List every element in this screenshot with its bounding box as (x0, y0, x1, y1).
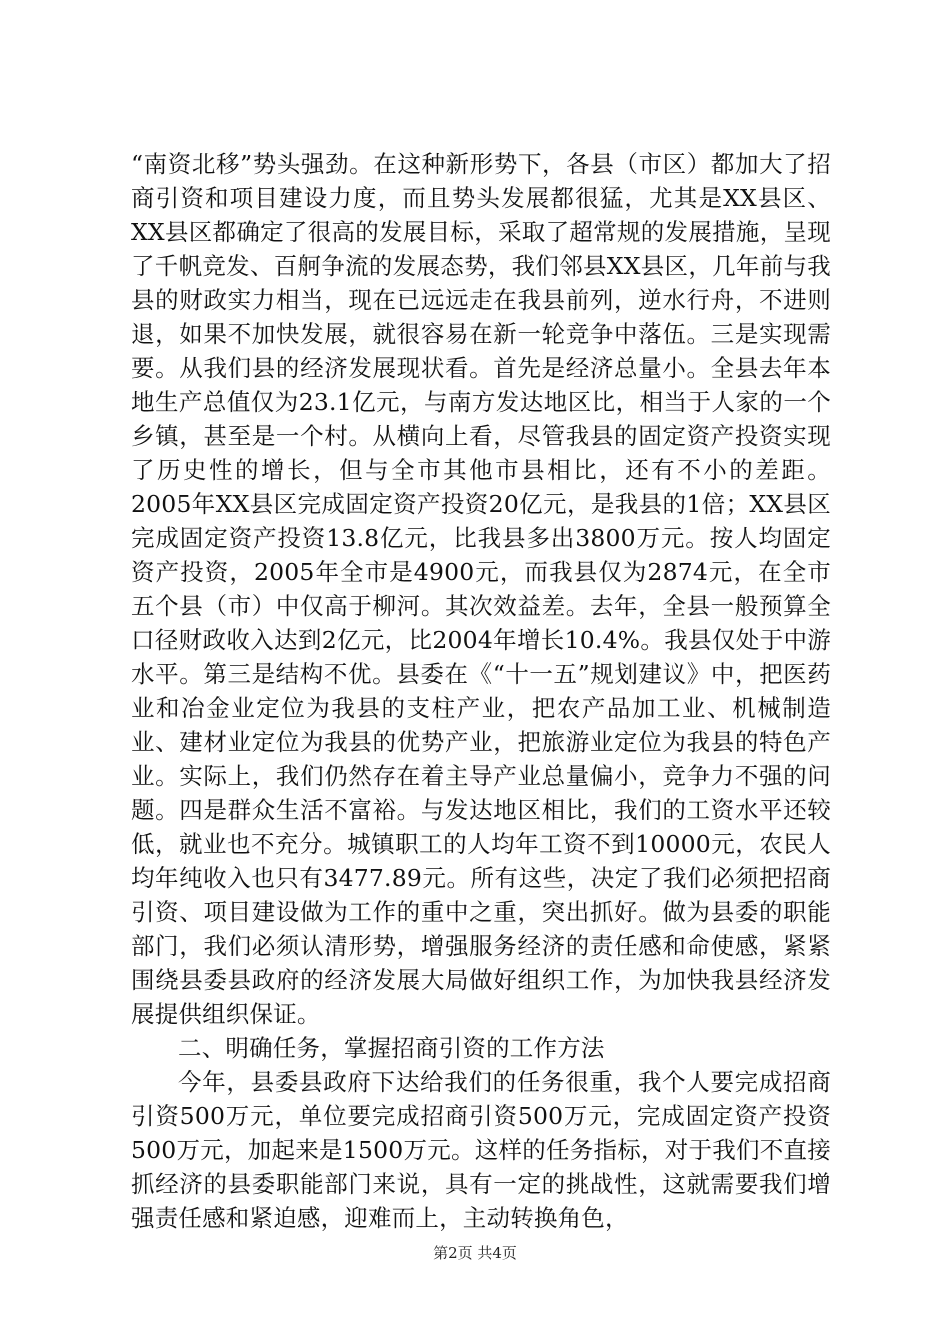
body-paragraph: 今年，县委县政府下达给我们的任务很重，我个人要完成招商引资500万元，单位要完成招商引资500万元，完成固定资产投资500万元，加起来是1500万元。这样的任务指标，对于我们不直接抓经济的县委职能部门来说，具有一定的挑战性，这就需要我们增强责任感和紧迫感，迎难而上，主动转换角色， (131, 1068, 831, 1232)
section-heading: 二、明确任务，掌握招商引资的工作方法 (178, 1034, 605, 1062)
page-footer (0, 1243, 950, 1263)
body-paragraph: “南资北移”势头强劲。在这种新形势下，各县（市区）都加大了招商引资和项目建设力度，而且势头发展都很猛，尤其是XX县区、XX县区都确定了很高的发展目标，采取了超常规的发展措施，呈现了千帆竞发、百舸争流的发展态势，我们邻县XX县区，几年前与我县的财政实力相当，现在已远远走在我县前列，逆水行舟，不进则退，如果不加快发展，就很容易在新一轮竞争中落伍。三是实现需要。从我们县的经济发展现状看。首先是经济总量小。全县去年本地生产总值仅为23.1亿元，与南方发达地区比，相当于人家的一个乡镇，甚至是一个村。从横向上看，尽管我县的固定资产投资实现了历史性的增长，但与全市其他市县相比，还有不小的差距。2005年XX县区完成固定资产投资20亿元，是我县的1倍；XX县区完成固定资产投资13.8亿元，比我县多出3800万元。按人均固定资产投资，2005年全市是4900元，而我县仅为2874元，在全市五个县（市）中仅高于柳河。其次效益差。去年，全县一般预算全口径财政收入达到2亿元，比2004年增长10.4%。我县仅处于中游水平。第三是结构不优。县委在《“十一五”规划建议》中，把医药业和冶金业定位为我县的支柱产业，把农产品加工业、机械制造业、建材业定位为我县的优势产业，把旅游业定位为我县的特色产业。实际上，我们仍然存在着主导产业总量偏小，竞争力不强的问题。四是群众生活不富裕。与发达地区相比，我们的工资水平还较低，就业也不充分。城镇职工的人均年工资不到10000元，农民人均年纯收入也只有3477.89元。所有这些，决定了我们必须把招商引资、项目建设做为工作的重中之重，突出抓好。做为县委的职能部门，我们必须认清形势，增强服务经济的责任感和命使感，紧紧围绕县委县政府的经济发展大局做好组织工作，为加快我县经济发展提供组织保证。 (131, 150, 831, 1028)
document-body (131, 147, 831, 1235)
page-number: 第2页 共4页 (433, 1244, 517, 1262)
